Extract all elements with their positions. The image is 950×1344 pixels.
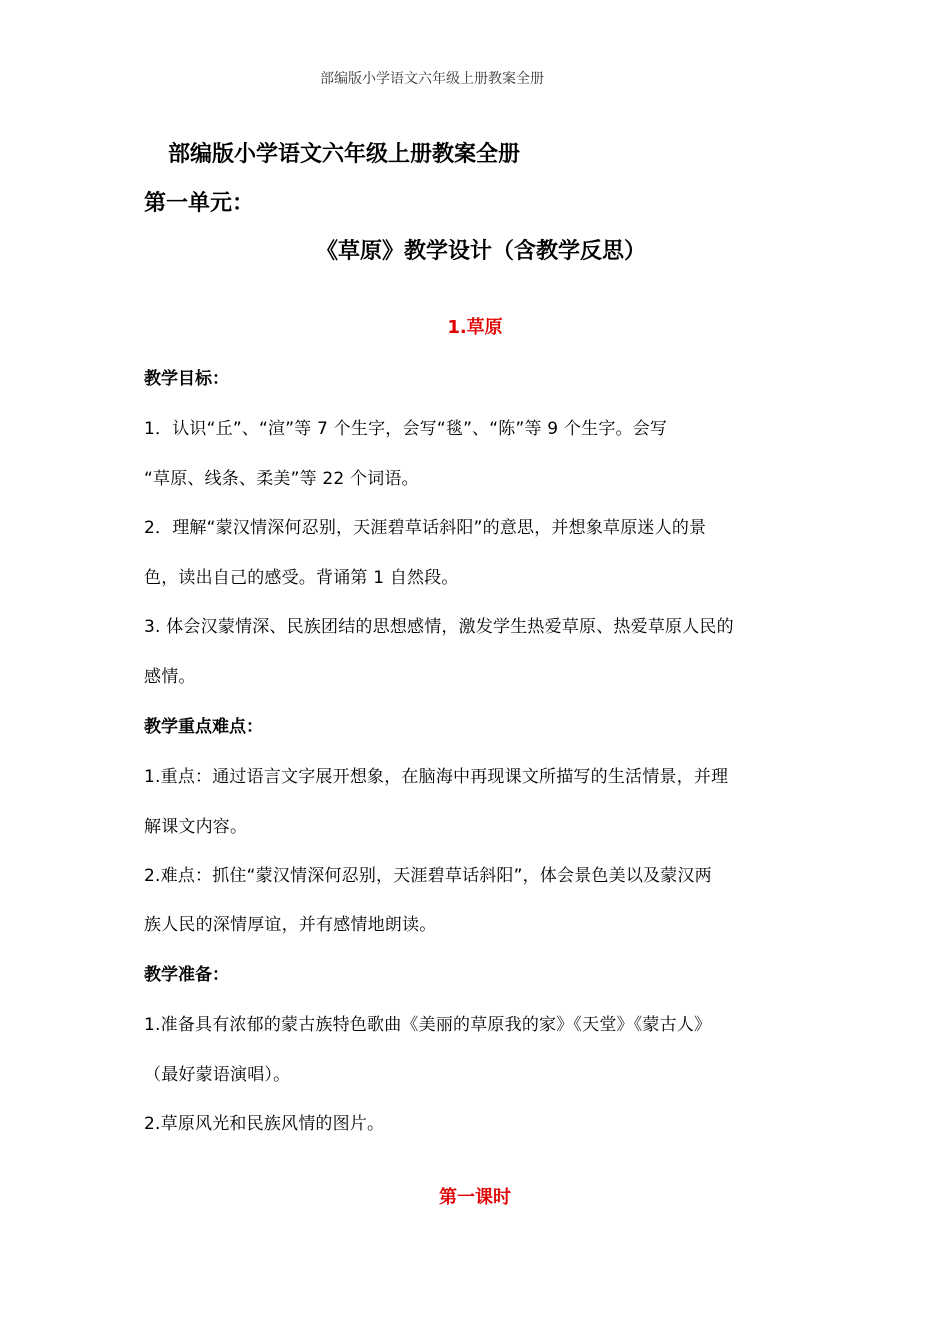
period-heading: 第一课时: [439, 1187, 511, 1208]
key-points-label: 教学重点难点：: [144, 717, 263, 737]
objectives-line: 2．理解“蒙汉情深何忍别，天涯碧草话斜阳”的意思，并想象草原迷人的景: [144, 518, 707, 538]
key-points-line: 解课文内容。: [144, 817, 248, 837]
unit-title: 第一单元：: [144, 191, 255, 216]
lesson-title: 《草原》教学设计（含教学反思）: [315, 239, 646, 264]
preparation-line: 2.草原风光和民族风情的图片。: [144, 1114, 385, 1134]
key-points-line: 2.难点：抓住“蒙汉情深何忍别，天涯碧草话斜阳”，体会景色美以及蒙汉两: [144, 866, 712, 886]
objectives-line: 感情。: [144, 667, 196, 687]
objectives-line: 3. 体会汉蒙情深、民族团结的思想感情，激发学生热爱草原、热爱草原人民的: [144, 617, 734, 637]
document-title: 部编版小学语文六年级上册教案全册: [168, 142, 521, 167]
preparation-label: 教学准备：: [144, 965, 229, 985]
objectives-label: 教学目标：: [144, 369, 229, 389]
key-points-line: 族人民的深情厚谊，并有感情地朗读。: [144, 915, 437, 935]
objectives-line: 色，读出自己的感受。背诵第 1 自然段。: [144, 568, 459, 588]
key-points-line: 1.重点：通过语言文字展开想象，在脑海中再现课文所描写的生活情景，并理: [144, 767, 729, 787]
objectives-line: “草原、线条、柔美”等 22 个词语。: [144, 469, 419, 489]
lesson-heading: 1.草原: [447, 317, 503, 338]
preparation-line: （最好蒙语演唱）。: [144, 1065, 291, 1085]
preparation-line: 1.准备具有浓郁的蒙古族特色歌曲《美丽的草原我的家》《天堂》《蒙古人》: [144, 1015, 712, 1035]
running-header: 部编版小学语文六年级上册教案全册: [320, 71, 544, 87]
objectives-line: 1．认识“丘”、“渲”等 7 个生字，会写“毯”、“陈”等 9 个生字。会写: [144, 419, 668, 439]
